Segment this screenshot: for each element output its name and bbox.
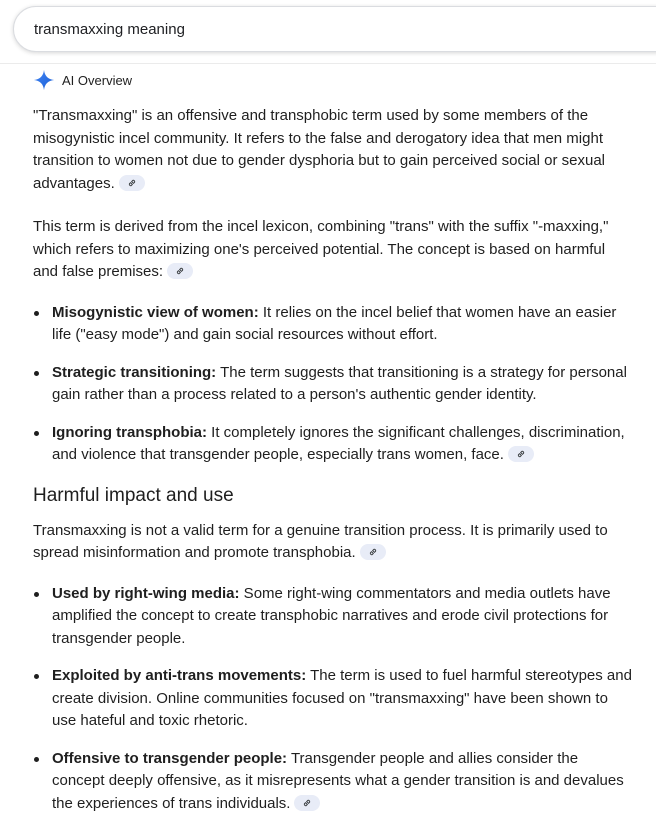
ai-overview-content [33,105,633,830]
list-item-bold: Misogynistic view of women: [52,303,259,321]
list-item-text: The term is used to fuel harmful stereotypes and create division. Online communities focused on "transmaxxing" have been shown to use hateful and toxic rhetoric. [52,667,632,729]
impact-paragraph [33,520,633,565]
list-item [33,583,633,651]
impact-paragraph-text: Transmaxxing is not a valid term for a genuine transition process. It is primarily used to spread misinformation and promote transphobia. [33,521,608,561]
list-item-bold: Used by right-wing media: [52,584,240,602]
link-icon [516,449,526,459]
list-item-text: It relies on the incel belief that women have an easier life ("easy mode") and gain social resources without effort. [52,303,617,343]
impact-list [33,583,633,816]
premises-list [33,302,633,467]
list-item-bold: Strategic transitioning: [52,363,217,381]
list-item [33,422,633,467]
list-item-text: It completely ignores the significant challenges, discrimination, and violence that transgender people, especially trans women, face. [52,423,625,463]
source-link-chip[interactable] [360,544,386,560]
list-item [33,362,633,407]
list-item-text: The term suggests that transitioning is a strategy for personal gain rather than a process related to a person's authentic gender identity. [52,363,627,403]
source-link-chip[interactable] [508,446,534,462]
source-link-chip[interactable] [294,795,320,811]
intro-paragraph-1-text: "Transmaxxing" is an offensive and transphobic term used by some members of the misogynistic incel community. It refers to the false and derogatory idea that men might transition to women not due to gender dysphoria but to gain perceived social or sexual advantages. [33,107,606,192]
link-icon [127,178,137,188]
divider [0,63,656,64]
link-icon [175,266,185,276]
list-item [33,748,633,816]
list-item-bold: Offensive to transgender people: [52,749,288,767]
source-link-chip[interactable] [119,175,145,191]
source-link-chip[interactable] [167,263,193,279]
list-item [33,665,633,733]
link-icon [368,547,378,557]
ai-overview-label: AI Overview [62,72,133,88]
intro-paragraph-1 [33,105,633,195]
search-bar[interactable] [13,6,656,52]
list-item-text: Transgender people and allies consider the concept deeply offensive, as it misrepresents what a gender transition is and devalues the experiences of trans individuals. [52,749,624,812]
list-item [33,302,633,347]
list-item-text: Some right-wing commentators and media outlets have amplified the concept to create transphobic narratives and erode civil protections for transgender people. [52,584,611,647]
intro-paragraph-2-text: This term is derived from the incel lexicon, combining "trans" with the suffix "-maxxing," which refers to maximizing one's perceived potential. The concept is based on harmful and false premises: [33,218,609,280]
search-input[interactable] [34,21,634,38]
intro-paragraph-2 [33,216,633,284]
ai-overview-header [33,68,132,92]
link-icon [302,798,312,808]
list-item-bold: Exploited by anti-trans movements: [52,667,307,684]
list-item-bold: Ignoring transphobia: [52,423,207,441]
sparkle-icon [33,69,55,91]
section-heading: Harmful impact and use [33,484,234,506]
